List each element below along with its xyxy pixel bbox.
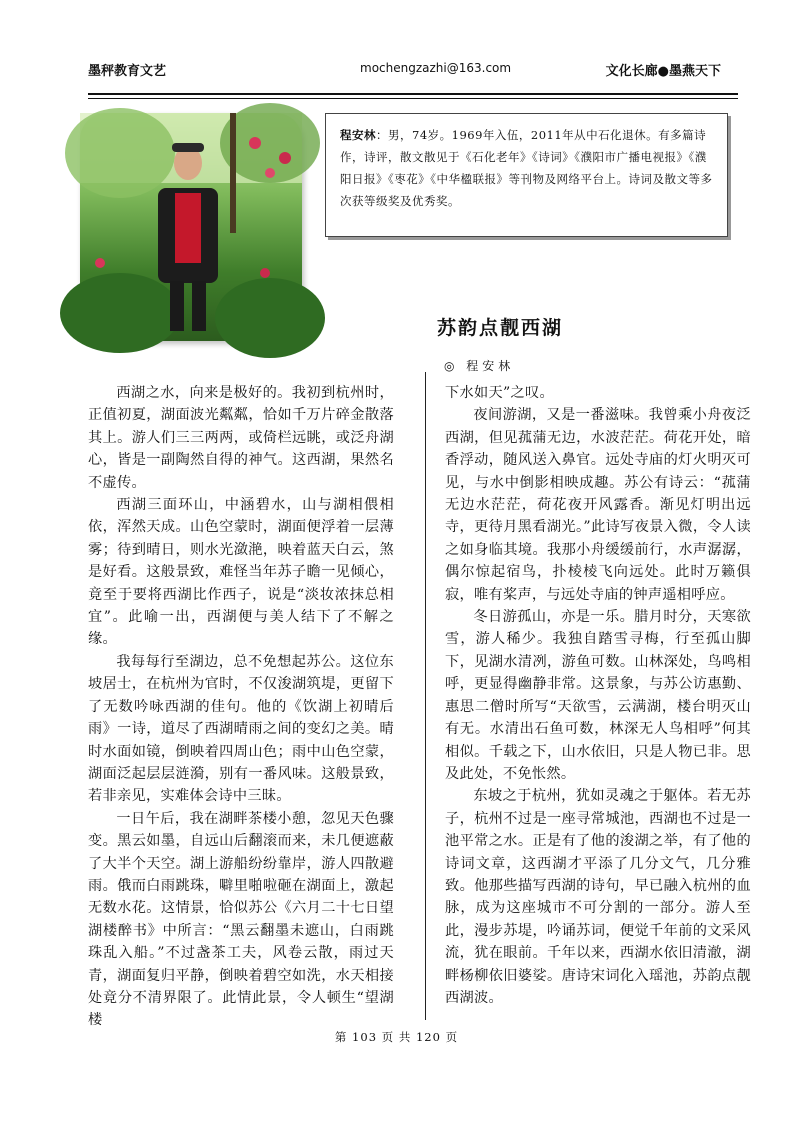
article-author: ◎ 程安林	[444, 359, 515, 373]
paragraph: 东坡之于杭州，犹如灵魂之于躯体。若无苏子，杭州不过是一座寻常城池，西湖也不过是一池平常之水。正是有了他的浚湖之举，有了他的诗词文章，这西湖才平添了几分文气，几分雅致。他那些描写西湖的诗句，早已融入杭州的血脉，成为这座城市不可分割的一部分。游人至此，漫步苏堤，吟诵苏词，便觉千年前的文采风流，犹在眼前。千年以来，西湖水依旧清澈，湖畔杨柳依旧婆娑。唐诗宋词化入瑶池，苏韵点靓西湖波。	[445, 788, 751, 1006]
paragraph: 西湖三面环山，中涵碧水，山与湖相偎相依，浑然天成。山色空蒙时，湖面便浮着一层薄雾；待到晴日，则水光潋滟，映着蓝天白云，煞是好看。这般景致，难怪当年苏子瞻一见倾心，竟至于要将西湖比作西子，说是“淡妆浓抹总相宜”。此喻一出，西湖便与美人结下了不解之缘。	[88, 497, 394, 648]
article-column-right	[445, 382, 751, 1018]
paragraph: 一日午后，我在湖畔茶楼小憩，忽见天色骤变。黑云如墨，自远山后翻滚而来，未几便遮蔽了大半个天空。湖上游船纷纷靠岸，游人四散避雨。俄而白雨跳珠，噼里啪啦砸在湖面上，激起无数水花。这情景，恰似苏公《六月二十七日望湖楼醉书》中所言：“黑云翻墨未遮山，白雨跳珠乱入船。”不过盏茶工夫，风卷云散，雨过天青，湖面复归平静，倒映着碧空如洗，水天相接处竟分不清界限了。此情此景，令人顿生“望湖楼	[88, 810, 394, 1029]
author-bio-box	[325, 113, 728, 237]
header-rule-thin	[88, 98, 738, 99]
column-divider	[425, 372, 426, 1020]
portrait-illustration	[80, 113, 302, 341]
paragraph: 西湖之水，向来是极好的。我初到杭州时，正值初夏，湖面波光粼粼，恰如千万片碎金散落其上。游人们三三两两，或倚栏远眺，或泛舟湖心，皆是一副陶然自得的神气。这西湖，果然名不虚传。	[88, 385, 394, 491]
article-title: 苏韵点靓西湖	[436, 317, 563, 339]
paragraph: 夜间游湖，又是一番滋味。我曾乘小舟夜泛西湖，但见菰蒲无边，水波茫茫。荷花开处，暗香浮动，随风送入鼻官。远处寺庙的灯火明灭可见，与水中倒影相映成趣。苏公有诗云：“菰蒲无边水茫茫，荷花夜开风露香。渐见灯明出远寺，更待月黑看湖光。”此诗写夜景入微，令人读之如身临其境。我那小舟缓缓前行，水声潺潺，偶尔惊起宿鸟，扑棱棱飞向远处。此时万籁俱寂，唯有桨声，与远处寺庙的钟声遥相呼应。	[445, 407, 751, 603]
article-column-left	[88, 382, 394, 1029]
paragraph: 冬日游孤山，亦是一乐。腊月时分，天寒欲雪，游人稀少。我独自踏雪寻梅，行至孤山脚下，见湖水清冽，游鱼可数。山林深处，鸟鸣相呼，更显得幽静非常。这景象，与苏公访惠勤、惠思二僧时所写“天欲雪，云满湖，楼台明灭山有无。水清出石鱼可数，林深无人鸟相呼”何其相似。千载之下，山水依旧，只是人物已非。思及此处，不免怅然。	[445, 609, 751, 782]
bio-text: ：男，74岁。1969年入伍，2011年从中石化退休。有多篇诗作，诗评，散文散见于《石化老年》《诗词》《濮阳市广播电视报》《濮阳日报》《枣花》《中华楹联报》等刊物及网络平台上。诗词及散文等多次获等级奖及优秀奖。	[340, 128, 713, 208]
contact-email: mochengzazhi@163.com	[360, 61, 512, 75]
author-portrait-photo	[80, 113, 302, 341]
paragraph: 下水如天”之叹。	[445, 385, 554, 401]
magazine-name: 墨秤教育文艺	[88, 64, 167, 79]
bio-author-name: 程安林	[340, 128, 376, 142]
paragraph: 我每每行至湖边，总不免想起苏公。这位东坡居士，在杭州为官时，不仅浚湖筑堤，更留下了无数吟咏西湖的佳句。他的《饮湖上初晴后雨》一诗，道尽了西湖晴雨之间的变幻之美。晴时水面如镜，倒映着四周山色；雨中山色空蒙，湖面泛起层层涟漪，别有一番风味。这般景致，若非亲见，实难体会诗中三昧。	[88, 653, 394, 805]
page-number: 第 103 页 共 120 页	[334, 1030, 459, 1044]
section-name: 文化长廊●墨燕天下	[605, 64, 721, 79]
header-rule-thick	[88, 93, 738, 95]
